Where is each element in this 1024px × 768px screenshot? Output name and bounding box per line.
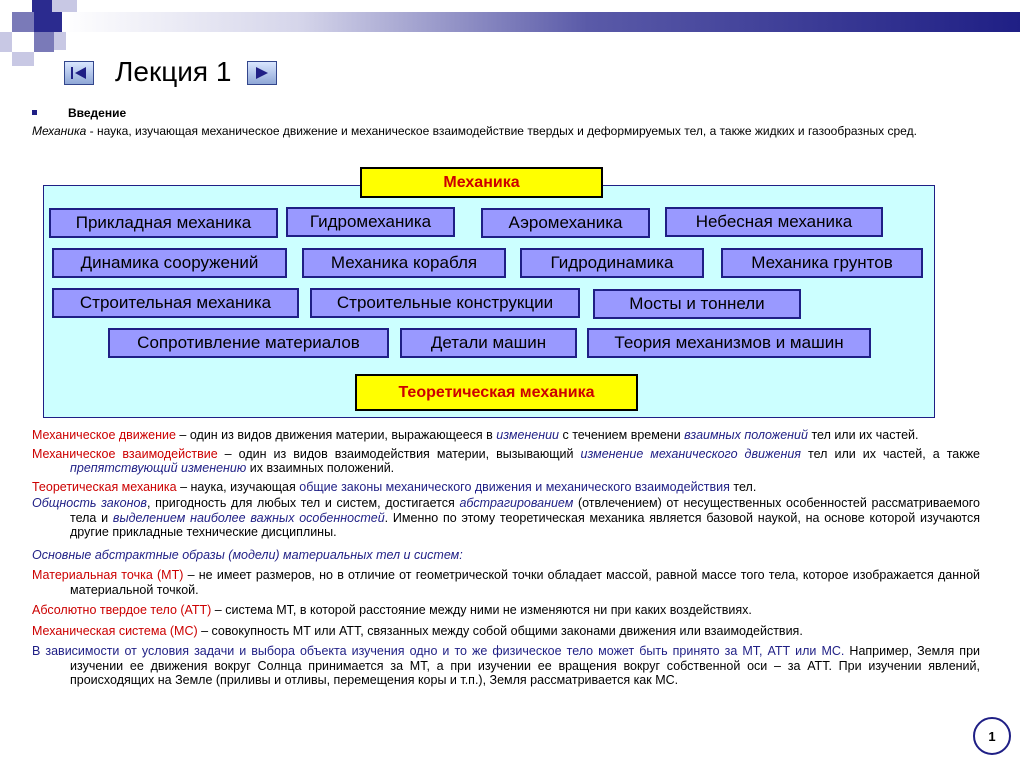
emphasis: изменении — [496, 428, 560, 442]
diagram-root-box: Механика — [360, 167, 603, 198]
header-square — [34, 12, 62, 32]
next-slide-button[interactable] — [247, 61, 277, 85]
page-title: Лекция 1 — [115, 56, 232, 87]
header-square — [32, 0, 52, 12]
diagram-branch-box: Теория механизмов и машин — [587, 328, 871, 358]
emphasis: изменение механического движения — [580, 446, 801, 461]
term: Абсолютно твердое тело (АТТ) — [32, 603, 212, 617]
diagram-base-box: Теоретическая механика — [355, 374, 638, 411]
diagram-branch-box: Прикладная механика — [49, 208, 278, 238]
lecture-body — [32, 428, 980, 690]
diagram-branch-box: Детали машин — [400, 328, 577, 358]
section-heading: Введение — [68, 106, 127, 120]
header-square — [52, 0, 77, 12]
text: их взаимных положений. — [246, 461, 395, 475]
text: тел. — [729, 479, 757, 494]
diagram-branch-box: Механика корабля — [302, 248, 506, 278]
diagram-branch-box: Небесная механика — [665, 207, 883, 237]
paragraph-motion — [32, 428, 980, 443]
intro-rest: - наука, изучающая механическое движение и механическое взаимодействие твердых и деформируемых тел, а также жидких и газообразных сред. — [86, 124, 917, 138]
diagram-branch-box: Динамика сооружений — [52, 248, 287, 278]
emphasis: взаимных положений — [684, 428, 808, 442]
paragraph-material-point — [32, 568, 980, 597]
text: . Именно по этому теоретическая механика является базовой наукой, на основе которой изучаются другие прикладные технические дисциплины. — [70, 510, 980, 539]
term: Механическая система (МС) — [32, 623, 198, 638]
text: – один из видов движения материи, выражающееся в — [175, 428, 497, 442]
term: Механическое взаимодействие — [32, 446, 218, 461]
emphasis: выделением наиболее важных особенностей — [112, 510, 385, 525]
text: (отвлечением) от несущественных особенностей рассматриваемого тела и — [70, 496, 981, 525]
bullet-icon — [32, 110, 37, 115]
header-square — [34, 32, 54, 52]
intro-definition — [32, 124, 980, 138]
diagram-branch-box: Мосты и тоннели — [593, 289, 801, 319]
emphasis: абстрагированием — [459, 496, 574, 510]
triangle-left-icon — [70, 65, 88, 81]
diagram-branch-box: Сопротивление материалов — [108, 328, 389, 358]
emphasis: препятствующий изменению — [70, 461, 247, 475]
diagram-branch-box: Гидромеханика — [286, 207, 455, 237]
header-square — [0, 32, 12, 52]
paragraph-rigid-body — [32, 603, 980, 618]
diagram-branch-box: Строительные конструкции — [310, 288, 580, 318]
paragraph-interaction — [32, 447, 980, 476]
text: тел или их частей. — [807, 428, 919, 442]
header-gradient-bar — [60, 12, 1020, 32]
text: с течением времени — [559, 428, 685, 442]
text: – не имеет размеров, но в отличие от геометрической точки обладает массой, равной массе того тела, которое изображается данной материальной точкой. — [70, 568, 981, 597]
intro-term: Механика — [32, 124, 87, 138]
diagram-branch-box: Строительная механика — [52, 288, 299, 318]
text: тел или их частей, а также — [801, 446, 981, 461]
text: – система МТ, в которой расстояние между ними не изменяются ни при каких воздействиях. — [211, 603, 752, 617]
header-square — [12, 12, 34, 32]
emphasis: Общность законов — [32, 496, 147, 510]
page-number-badge: 1 — [973, 717, 1011, 755]
text: – один из видов взаимодействия материи, вызывающий — [217, 446, 581, 461]
term: Теоретическая механика — [32, 479, 177, 494]
triangle-right-icon — [253, 65, 271, 81]
term: Механическое движение — [32, 428, 176, 442]
text: Например, Земля при изучении ее движения вокруг Солнца принимается за МТ, а при изучении ее вращения вокруг собственной оси – за АТТ. При изучении явлений, происходящих на Земле (приливы и отливы, перемещения коры и т.п.), Земля рассматривается как МС. — [70, 644, 980, 687]
emphasis: В зависимости от условия задачи и выбора объекта изучения одно и то же физическое тело может быть принято за МТ, АТТ или МС. — [32, 644, 845, 658]
diagram-branch-box: Аэромеханика — [481, 208, 650, 238]
header-square — [54, 32, 66, 50]
header-square — [12, 52, 34, 66]
term: Материальная точка (МТ) — [32, 568, 184, 582]
paragraph-models-heading: Основные абстрактные образы (модели) материальных тел и систем: — [32, 547, 463, 562]
paragraph-example — [32, 644, 980, 688]
paragraph-mechanical-system — [32, 624, 980, 639]
diagram-branch-box: Гидродинамика — [520, 248, 704, 278]
text: – наука, изучающая — [176, 479, 300, 494]
paragraph-theoretical-mechanics — [32, 480, 980, 495]
emphasis: общие законы механического движения и механического взаимодействия — [299, 479, 730, 494]
paragraph-generality — [32, 496, 980, 540]
diagram-branch-box: Механика грунтов — [721, 248, 923, 278]
text: – совокупность МТ или АТТ, связанных между собой общими законами движения или взаимодействия. — [197, 623, 803, 638]
text: , пригодность для любых тел и систем, достигается — [146, 496, 460, 510]
previous-slide-button[interactable] — [64, 61, 94, 85]
